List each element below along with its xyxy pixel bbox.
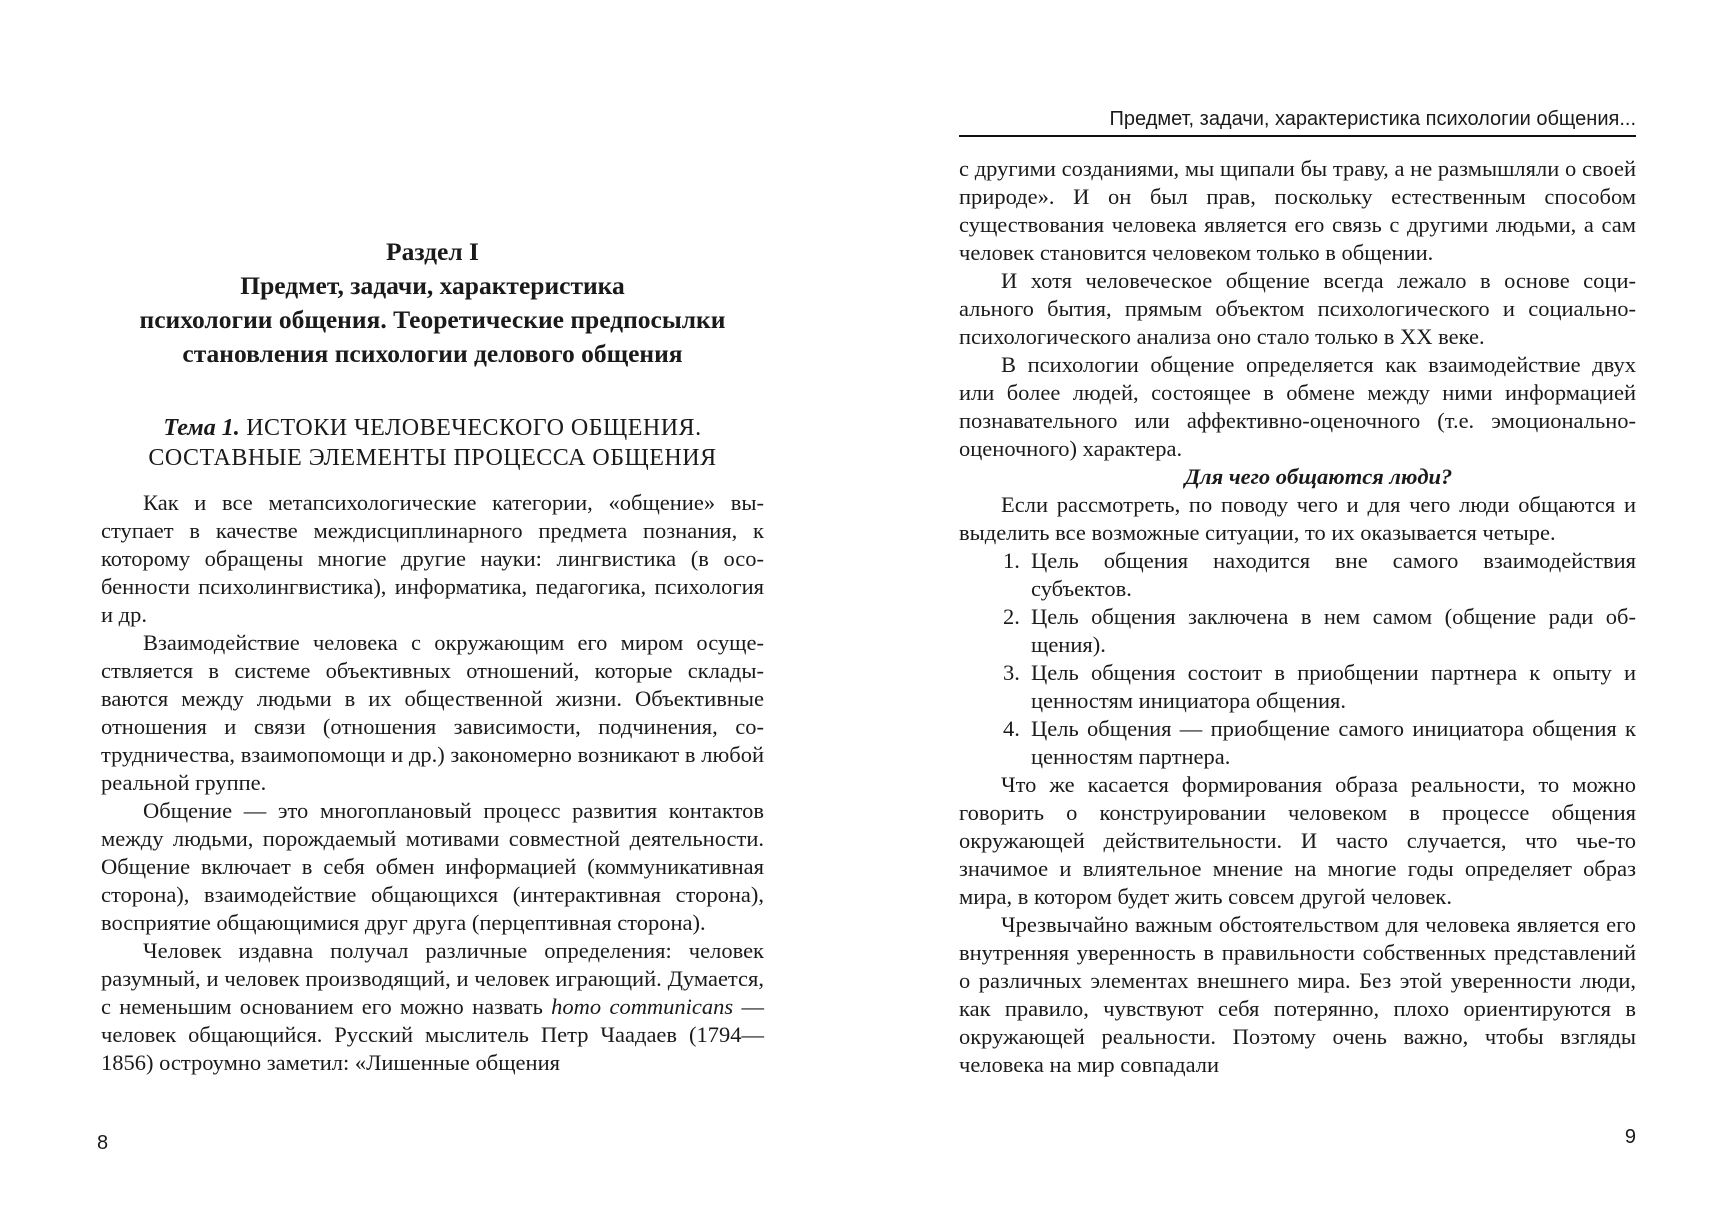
list-item-text: Цель общения заключена в нем самом (общение ради общения). — [1031, 604, 1636, 657]
body-paragraph: Что же касается формирования образа реальности, то можно говорить о конструировании человеком в процессе общения окружающей действительности. И часто случается, что чье-то значимое и влиятельное мнение на многие годы определяет образ мира, в котором будет жить совсем другой человек. — [959, 772, 1636, 909]
body-paragraph: Как и все метапсихологические категории, «общение» выступает в качестве междисциплинарного предмета познания, к которому обращены многие другие науки: лингвистика (в особенности психолингвистика), информатика, педагогика, психология и др. — [101, 490, 764, 627]
list-item — [959, 603, 1636, 659]
left-body-text — [101, 489, 764, 1077]
body-paragraph: Общение — это многоплановый процесс развития контактов между людьми, порождаемый мотивами совместной деятельности. Общение включает в себя обмен информацией (коммуникативная сторона), взаимодействие общающихся (интерактивная сторона), восприятие общающимися друг друга (перцептивная сторона). — [101, 798, 764, 935]
latin-term: homo communicans — [551, 994, 734, 1019]
section-title-line: становления психологии делового общения — [182, 339, 683, 368]
body-paragraph: Если рассмотреть, по поводу чего и для чего люди общаются и выделить все возможные ситуации, то их оказывается четыре. — [959, 492, 1636, 545]
list-item — [959, 659, 1636, 715]
topic-title-line1: ИСТОКИ ЧЕЛОВЕЧЕСКОГО ОБЩЕНИЯ. — [246, 415, 702, 441]
right-body-text — [959, 155, 1636, 1079]
section-title-line: Раздел I — [386, 237, 479, 266]
running-head: Предмет, задачи, характеристика психологии общения... — [959, 108, 1636, 137]
section-title-line: Предмет, задачи, характеристика — [240, 271, 625, 300]
subheading: Для чего общаются люди? — [1184, 464, 1453, 489]
left-page — [0, 0, 856, 1211]
paragraph-text: Человек издавна получал различные определения: человек разумный, и человек производящий, и человек играющий. Думается, с неменьшим основанием его можно назвать — [101, 938, 764, 1019]
list-item-text: Цель общения — приобщение самого инициатора общения к ценностям партнера. — [1031, 716, 1636, 769]
body-paragraph: В психологии общение определяется как взаимодействие двух или более людей, состоящее в обмене между ними информацией познавательного или аффективно-оценочного (т.е. эмоционально-оценочного) характера. — [959, 352, 1636, 461]
page-number: 9 — [1624, 1126, 1636, 1148]
list-number: 1. — [1003, 548, 1020, 573]
topic-heading — [101, 413, 764, 473]
body-paragraph: с другими созданиями, мы щипали бы траву, а не размышляли о своей природе». И он был прав, поскольку естественным способом существования человека является его связь с другими людьми, а сам человек становится человеком только в общении. — [959, 156, 1636, 265]
paragraph-text: — человек общающийся. Русский мыслитель Петр Чаадаев (1794—1856) остроумно заметил: «Лишенные общения — [101, 994, 764, 1075]
list-item-text: Цель общения находится вне самого взаимодействия субъектов. — [1031, 548, 1636, 601]
list-item — [959, 547, 1636, 603]
goals-list — [959, 547, 1636, 771]
page-number: 8 — [97, 1132, 109, 1154]
topic-label: Тема 1. — [163, 415, 240, 441]
list-item-text: Цель общения состоит в приобщении партнера к опыту и ценностям инициатора общения. — [1031, 660, 1636, 713]
list-number: 3. — [1003, 660, 1020, 685]
body-paragraph: И хотя человеческое общение всегда лежало в основе социального бытия, прямым объектом психологического и социально-психологического анализа оно стало только в XX веке. — [959, 268, 1636, 349]
list-item — [959, 715, 1636, 771]
right-page — [856, 0, 1713, 1211]
section-title-line: психологии общения. Теоретические предпосылки — [139, 305, 726, 334]
list-number: 2. — [1003, 604, 1020, 629]
topic-heading-line — [101, 413, 764, 443]
body-paragraph: Чрезвычайно важным обстоятельством для человека является его внутренняя уверенность в правильности собственных представлений о различных элементах внешнего мира. Без этой уверенности люди, как правило, чувствуют себя потерянно, плохо ориентируются в окружающей реальности. Поэтому очень важно, чтобы взгляды человека на мир совпадали — [959, 912, 1636, 1077]
body-paragraph — [101, 937, 764, 1077]
section-heading — [101, 235, 764, 371]
list-number: 4. — [1003, 716, 1020, 741]
body-paragraph: Взаимодействие человека с окружающим его миром осуществляется в системе объективных отношений, которые складываются между людьми в их общественной жизни. Объективные отношения и связи (отношения зависимости, подчинения, сотрудничества, взаимопомощи и др.) закономерно возникают в любой реальной группе. — [101, 630, 764, 795]
topic-title-line2: СОСТАВНЫЕ ЭЛЕМЕНТЫ ПРОЦЕССА ОБЩЕНИЯ — [148, 445, 717, 471]
